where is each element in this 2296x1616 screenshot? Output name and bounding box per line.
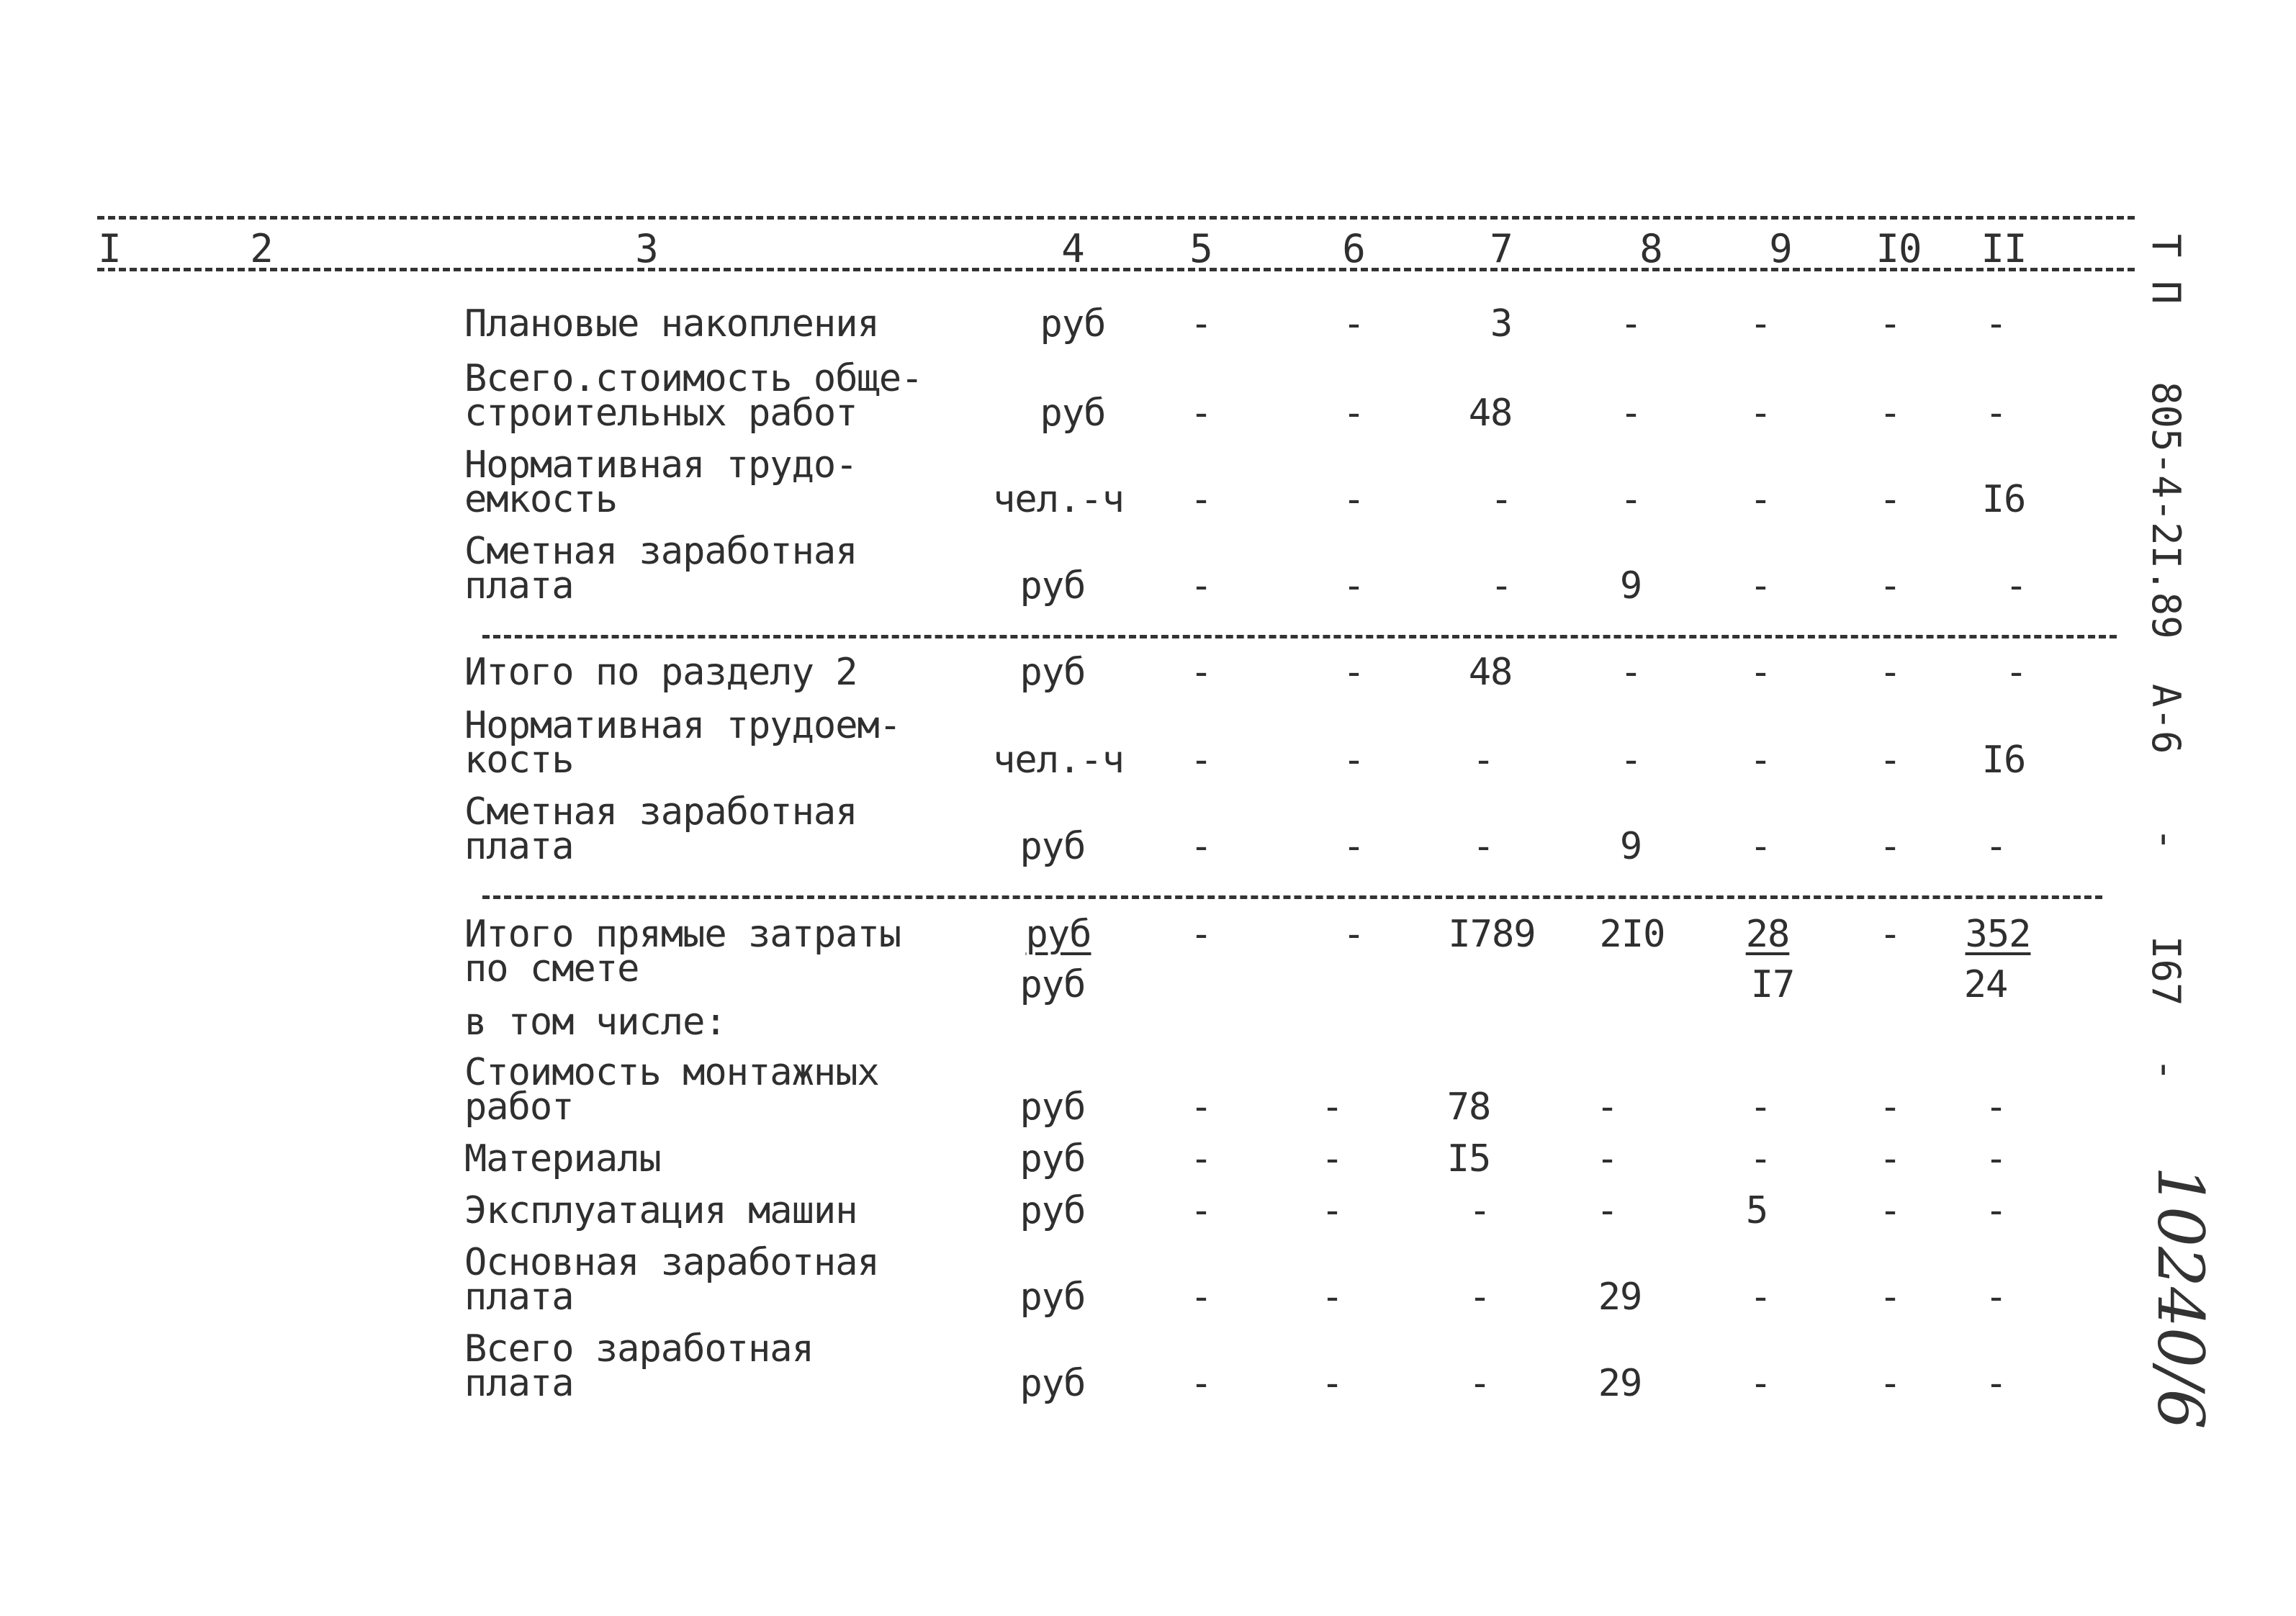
col-header-6: 6 — [1342, 226, 1365, 271]
col-header-11: II — [1981, 226, 2027, 271]
unit-cell: руб — [1025, 913, 1091, 956]
col-header-9: 9 — [1769, 226, 1792, 271]
cell-col7: - — [1490, 478, 1513, 521]
cell-col11: - — [1984, 1362, 2007, 1405]
unit-cell: руб — [1019, 1085, 1086, 1129]
cell-col6: - — [1320, 1085, 1343, 1129]
unit-cell: чел.-ч — [993, 478, 1124, 521]
cell-col5: - — [1189, 302, 1212, 346]
row-label-line: Основная заработная — [464, 1241, 879, 1284]
cell-col8: - — [1595, 1085, 1619, 1129]
row-label-line: работ — [464, 1085, 574, 1129]
cell-col5: - — [1189, 1189, 1212, 1232]
cell-col8: 29 — [1598, 1276, 1642, 1319]
row-label-line: Эксплуатация машин — [464, 1189, 857, 1232]
cell-col6: - — [1342, 564, 1365, 608]
side-code-dash: - — [2143, 1058, 2189, 1082]
cell-col7: 48 — [1468, 392, 1513, 435]
cell-col8: - — [1619, 302, 1642, 346]
row-label-line: емкость — [464, 478, 618, 521]
cell-col10: - — [1878, 1189, 1901, 1232]
row-label-line: в том числе: — [464, 1001, 726, 1044]
cell-col7: 48 — [1468, 651, 1513, 694]
cell-col10: - — [1878, 739, 1901, 782]
cell-col5: - — [1189, 564, 1212, 608]
col-header-10: I0 — [1876, 226, 1922, 271]
cell-col11: - — [1984, 1137, 2007, 1181]
cell-col11: - — [1984, 302, 2007, 346]
unit-cell: руб — [1019, 1137, 1086, 1181]
col-header-5: 5 — [1189, 226, 1212, 271]
cell-col11: - — [1984, 1085, 2007, 1129]
cell-col11: 352 — [1965, 913, 2031, 956]
cell-col8: - — [1619, 478, 1642, 521]
cell-col9: - — [1749, 1276, 1772, 1319]
cell-col5: - — [1189, 651, 1212, 694]
cell-col11: I6 — [1981, 739, 2026, 782]
unit-cell: руб — [1019, 651, 1086, 694]
header-bottom-rule — [97, 268, 2135, 271]
side-code-page: I67 — [2143, 936, 2189, 1006]
unit-cell: руб — [1019, 1276, 1086, 1319]
cell-col8: 2I0 — [1599, 913, 1665, 956]
cell-col9: - — [1749, 825, 1772, 868]
unit-cell: руб — [1019, 1189, 1086, 1232]
cell-col10: - — [1878, 1085, 1901, 1129]
row-label-line: Плановые накопления — [464, 302, 879, 346]
cell-col9: - — [1749, 651, 1772, 694]
row-label-line: строительных работ — [464, 392, 857, 435]
row-label-line: плата — [464, 1276, 574, 1319]
section-divider-rule — [482, 895, 2102, 899]
side-code-number: 805-4-2I.89 — [2143, 382, 2189, 639]
cell-col7: 3 — [1490, 302, 1513, 346]
cell-col10: - — [1878, 1276, 1901, 1319]
row-label-line: Итого по разделу 2 — [464, 651, 857, 694]
row-label-line: плата — [464, 1362, 574, 1405]
cell-col11: - — [2004, 651, 2027, 694]
cell-col6: - — [1342, 302, 1365, 346]
row-label-line: Нормативная трудо- — [464, 443, 857, 487]
cell-col9: - — [1749, 1137, 1772, 1181]
side-code-tp: Т П — [2143, 234, 2189, 304]
col-header-3: 3 — [635, 226, 658, 271]
cell-col5: - — [1189, 1137, 1212, 1181]
row-label-line: плата — [464, 564, 574, 608]
cell-col9: - — [1749, 478, 1772, 521]
unit-cell: руб — [1019, 825, 1086, 868]
cell-col7: - — [1490, 564, 1513, 608]
handwritten-number: 10240/6 — [2143, 1166, 2218, 1430]
cell-col8: - — [1595, 1189, 1619, 1232]
col-header-2: 2 — [250, 226, 273, 271]
col-header-8: 8 — [1639, 226, 1662, 271]
cell-col8: 29 — [1598, 1362, 1642, 1405]
cell-col10: - — [1878, 302, 1901, 346]
row-label-line: Сметная заработная — [464, 790, 857, 834]
cell-col10: - — [1878, 913, 1901, 956]
cell-col8: - — [1619, 651, 1642, 694]
unit-cell: руб — [1040, 302, 1106, 346]
cell-col5: - — [1189, 1362, 1212, 1405]
cell-col6: - — [1342, 825, 1365, 868]
cell-col9-second: I7 — [1750, 963, 1795, 1006]
cell-col10: - — [1878, 478, 1901, 521]
cell-col5: - — [1189, 825, 1212, 868]
cell-col8: 9 — [1619, 825, 1642, 868]
cell-col7: 78 — [1446, 1085, 1491, 1129]
row-label-line: Итого прямые затраты — [464, 913, 901, 956]
cell-col11: - — [1984, 392, 2007, 435]
cell-col10: - — [1878, 392, 1901, 435]
cell-col5: - — [1189, 913, 1212, 956]
cell-col5: - — [1189, 739, 1212, 782]
cell-col6: - — [1342, 651, 1365, 694]
row-label-line: Всего.стоимость обще- — [464, 357, 923, 400]
cell-col7: - — [1468, 1189, 1491, 1232]
cell-col7: - — [1468, 1362, 1491, 1405]
section-divider-rule — [482, 635, 2117, 638]
cell-col7: I5 — [1446, 1137, 1491, 1181]
cell-col5: - — [1189, 1085, 1212, 1129]
side-code-album: А-6 — [2143, 684, 2189, 754]
col-header-7: 7 — [1490, 226, 1513, 271]
cell-col9: - — [1749, 392, 1772, 435]
cell-col10: - — [1878, 1137, 1901, 1181]
cell-col11-second: 24 — [1963, 963, 2008, 1006]
side-code-dash: - — [2143, 828, 2189, 852]
cell-col6: - — [1320, 1362, 1343, 1405]
unit-cell: чел.-ч — [993, 739, 1124, 782]
row-label-line: плата — [464, 825, 574, 868]
cell-col6: - — [1320, 1276, 1343, 1319]
cell-col10: - — [1878, 564, 1901, 608]
cell-col8: 9 — [1619, 564, 1642, 608]
cell-col9: - — [1749, 564, 1772, 608]
cell-col8: - — [1619, 392, 1642, 435]
cell-col9: - — [1749, 739, 1772, 782]
row-label-line: Стоимость монтажных — [464, 1051, 879, 1094]
cell-col8: - — [1619, 739, 1642, 782]
col-header-1: I — [98, 226, 121, 271]
row-label-line: Материалы — [464, 1137, 661, 1181]
col-header-4: 4 — [1061, 226, 1084, 271]
cell-col7: - — [1468, 1276, 1491, 1319]
cell-col9: - — [1749, 1085, 1772, 1129]
cell-col6: - — [1342, 392, 1365, 435]
cell-col6: - — [1342, 478, 1365, 521]
cell-col5: - — [1189, 392, 1212, 435]
unit-cell: руб — [1019, 564, 1086, 608]
cell-col11: - — [1984, 1276, 2007, 1319]
row-label-line: по смете — [464, 947, 639, 990]
cell-col7: - — [1472, 825, 1495, 868]
unit-cell-second: руб — [1019, 963, 1086, 1006]
cell-col8: - — [1595, 1137, 1619, 1181]
cell-col5: - — [1189, 1276, 1212, 1319]
cell-col11: - — [1984, 1189, 2007, 1232]
cell-col9: 28 — [1745, 913, 1790, 956]
row-label-line: Всего заработная — [464, 1327, 814, 1371]
cell-col9: - — [1749, 1362, 1772, 1405]
cell-col6: - — [1342, 913, 1365, 956]
cell-col9: - — [1749, 302, 1772, 346]
cell-col7: I789 — [1448, 913, 1536, 956]
cell-col10: - — [1878, 651, 1901, 694]
header-top-rule — [97, 216, 2135, 220]
cell-col10: - — [1878, 825, 1901, 868]
cell-col11: I6 — [1981, 478, 2026, 521]
unit-cell: руб — [1019, 1362, 1086, 1405]
cell-col10: - — [1878, 1362, 1901, 1405]
cell-col11: - — [1984, 825, 2007, 868]
cell-col5: - — [1189, 478, 1212, 521]
row-label-line: Нормативная трудоем- — [464, 704, 901, 747]
unit-cell: руб — [1040, 392, 1106, 435]
cell-col6: - — [1342, 739, 1365, 782]
cell-col7: - — [1472, 739, 1495, 782]
cell-col9: 5 — [1745, 1189, 1768, 1232]
cell-col6: - — [1320, 1189, 1343, 1232]
cell-col11: - — [2004, 564, 2027, 608]
row-label-line: Сметная заработная — [464, 530, 857, 573]
cell-col6: - — [1320, 1137, 1343, 1181]
row-label-line: кость — [464, 739, 574, 782]
